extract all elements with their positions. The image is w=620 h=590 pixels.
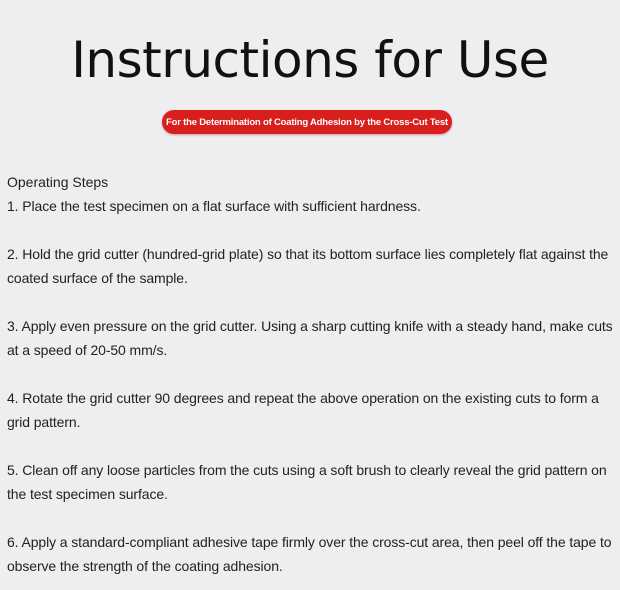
step-2: 2. Hold the grid cutter (hundred-grid plate) so that its bottom surface lies completely flat against the coated surface of the sample. xyxy=(7,246,609,286)
step-5: 5. Clean off any loose particles from the cuts using a soft brush to clearly reveal the grid pattern on the test specimen surface. xyxy=(7,462,607,502)
step-1: 1. Place the test specimen on a flat surface with sufficient hardness. xyxy=(7,198,421,214)
step-4: 4. Rotate the grid cutter 90 degrees and repeat the above operation on the existing cuts to form a grid pattern. xyxy=(7,390,599,430)
page-title: Instructions for Use xyxy=(71,31,549,89)
subtitle-badge-label: For the Determination of Coating Adhesion by the Cross-Cut Test xyxy=(166,116,448,128)
subtitle-badge xyxy=(162,110,452,134)
instructions-body xyxy=(7,170,617,578)
step-6: 6. Apply a standard-compliant adhesive tape firmly over the cross-cut area, then peel off the tape to observe the strength of the coating adhesion. xyxy=(7,534,612,574)
section-heading: Operating Steps xyxy=(7,174,109,190)
step-3: 3. Apply even pressure on the grid cutter. Using a sharp cutting knife with a steady hand, make cuts at a speed of 20-50 mm/s. xyxy=(7,318,613,358)
